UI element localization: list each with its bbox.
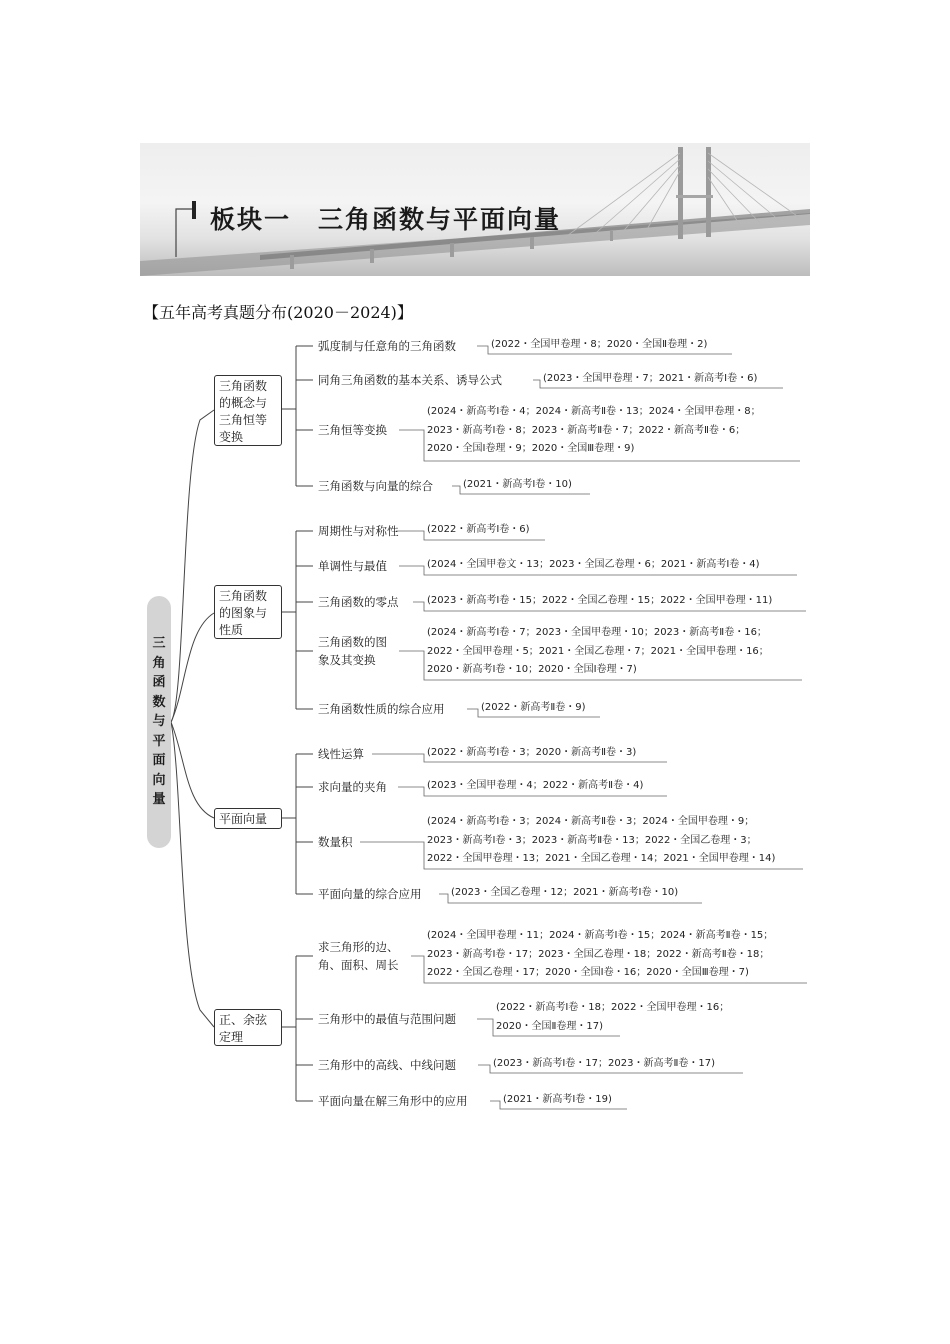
- ref-line: (2023・全国乙卷理・12；2021・新高考Ⅰ卷・10): [451, 887, 679, 898]
- topic-label: 周期性与对称性: [318, 524, 399, 538]
- category-trig-graphs: [214, 585, 282, 639]
- topic-refs: [427, 592, 772, 611]
- topic-label-line: 象及其变换: [318, 653, 376, 667]
- topic-refs: [427, 403, 761, 459]
- topic-label: [318, 938, 399, 974]
- category-trig-concepts: [214, 375, 282, 446]
- topic-refs: [493, 1055, 715, 1074]
- topic-refs: [543, 370, 757, 389]
- topic-label: 弧度制与任意角的三角函数: [318, 339, 456, 353]
- topic-refs: [427, 556, 760, 575]
- ref-line: (2023・新高考Ⅰ卷・15；2022・全国乙卷理・15；2022・全国甲卷理・11): [427, 595, 773, 606]
- topic-label-line: 求三角形的边、: [318, 940, 399, 954]
- category-label-line: 变换: [219, 430, 244, 444]
- category-label-line: 性质: [219, 623, 244, 637]
- category-label-line: 三角恒等: [219, 413, 268, 427]
- category-label-line: 三角函数: [219, 379, 268, 393]
- topic-label: 平面向量的综合应用: [318, 887, 422, 901]
- category-label-line: 三角函数: [219, 589, 268, 603]
- topic-label: 平面向量在解三角形中的应用: [318, 1094, 468, 1108]
- category-label-line: 的概念与: [219, 396, 268, 410]
- topic-refs: [463, 476, 572, 495]
- ref-line: (2024・新高考Ⅰ卷・3；2024・新高考Ⅱ卷・3；2024・全国甲卷理・9；: [427, 816, 755, 827]
- ref-line: 2022・全国甲卷理・5；2021・全国乙卷理・7；2021・全国甲卷理・16；: [427, 645, 769, 657]
- topic-label-line: 角、面积、周长: [318, 958, 399, 972]
- category-label-line: 正、余弦: [219, 1013, 268, 1027]
- ref-line: 2020・全国Ⅰ卷理・9；2020・全国Ⅲ卷理・9): [427, 443, 635, 454]
- ref-line: 2020・全国Ⅱ卷理・17): [496, 1020, 603, 1032]
- ref-line: (2022・全国甲卷理・8；2020・全国Ⅱ卷理・2): [491, 339, 708, 350]
- ref-line: (2022・新高考Ⅰ卷・3；2020・新高考Ⅱ卷・3): [427, 747, 637, 758]
- topic-refs: [427, 624, 769, 680]
- ref-line: (2021・新高考Ⅰ卷・10): [463, 479, 572, 490]
- ref-line: 2022・全国甲卷理・13；2021・全国乙卷理・14；2021・全国甲卷理・14): [427, 853, 776, 864]
- topic-label: 三角恒等变换: [318, 423, 387, 437]
- category-label-line: 定理: [219, 1030, 244, 1044]
- topic-label: 三角函数的零点: [318, 595, 399, 609]
- ref-line: 2023・新高考Ⅰ卷・17；2023・全国乙卷理・18；2022・新高考Ⅱ卷・18；: [427, 948, 770, 960]
- topic-label: 三角形中的高线、中线问题: [318, 1058, 456, 1072]
- category-plane-vectors: [214, 808, 282, 829]
- topic-label: 三角函数性质的综合应用: [318, 702, 445, 716]
- topic-refs: [503, 1091, 612, 1110]
- topic-refs: [427, 813, 775, 869]
- category-sine-cosine-laws: [214, 1009, 282, 1046]
- topic-label: 同角三角函数的基本关系、诱导公式: [318, 373, 502, 387]
- ref-line: (2023・全国甲卷理・4；2022・新高考Ⅱ卷・4): [427, 780, 644, 791]
- ref-line: (2022・新高考Ⅰ卷・6): [427, 524, 530, 535]
- ref-line: 2023・新高考Ⅰ卷・8；2023・新高考Ⅱ卷・7；2022・新高考Ⅱ卷・6；: [427, 424, 746, 436]
- mindmap-root: [147, 596, 171, 848]
- ref-line: (2021・新高考Ⅰ卷・19): [503, 1094, 612, 1105]
- ref-line: (2024・新高考Ⅰ卷・7；2023・全国甲卷理・10；2023・新高考Ⅱ卷・16；: [427, 627, 767, 638]
- section-title: 板块一 三角函数与平面向量: [210, 205, 562, 234]
- ref-line: 2023・新高考Ⅰ卷・3；2023・新高考Ⅱ卷・13；2022・全国乙卷理・3；: [427, 834, 757, 846]
- ref-line: (2022・新高考Ⅱ卷・9): [481, 702, 586, 713]
- ref-line: (2023・全国甲卷理・7；2021・新高考Ⅰ卷・6): [543, 373, 758, 384]
- topic-refs: [427, 521, 530, 540]
- topic-label: 三角形中的最值与范围问题: [318, 1012, 456, 1026]
- topic-refs: [491, 336, 707, 355]
- ref-line: (2024・新高考Ⅰ卷・4；2024・新高考Ⅱ卷・13；2024・全国甲卷理・8；: [427, 406, 761, 417]
- topic-label: 单调性与最值: [318, 559, 387, 573]
- category-label-line: 平面向量: [219, 812, 268, 826]
- topic-label: 线性运算: [318, 747, 364, 761]
- category-label-line: 的图象与: [219, 606, 268, 620]
- topic-label: [318, 633, 387, 669]
- topic-label: 数量积: [318, 835, 353, 849]
- ref-line: (2024・全国甲卷理・11；2024・新高考Ⅰ卷・15；2024・新高考Ⅱ卷・15；: [427, 930, 774, 941]
- ref-line: (2022・新高考Ⅰ卷・18；2022・全国甲卷理・16；: [496, 1002, 730, 1013]
- distribution-title: 【五年高考真题分布(2020－2024)】: [143, 303, 413, 322]
- ref-line: (2024・全国甲卷文・13；2023・全国乙卷理・6；2021・新高考Ⅰ卷・4): [427, 559, 760, 570]
- topic-label: 求向量的夹角: [318, 780, 387, 794]
- topic-label: 三角函数与向量的综合: [318, 479, 433, 493]
- topic-refs: [481, 699, 586, 718]
- topic-refs: [427, 777, 643, 796]
- ref-line: (2023・新高考Ⅰ卷・17；2023・新高考Ⅱ卷・17): [493, 1058, 716, 1069]
- ref-line: 2020・新高考Ⅰ卷・10；2020・全国Ⅰ卷理・7): [427, 664, 637, 675]
- ref-line: 2022・全国乙卷理・17；2020・全国Ⅰ卷・16；2020・全国Ⅲ卷理・7): [427, 967, 749, 978]
- topic-refs: [496, 999, 729, 1036]
- topic-refs: [451, 884, 678, 903]
- topic-refs: [427, 927, 773, 983]
- topic-label-line: 三角函数的图: [318, 635, 387, 649]
- root-label: 三角函数与平面向量: [152, 636, 166, 807]
- topic-refs: [427, 744, 636, 763]
